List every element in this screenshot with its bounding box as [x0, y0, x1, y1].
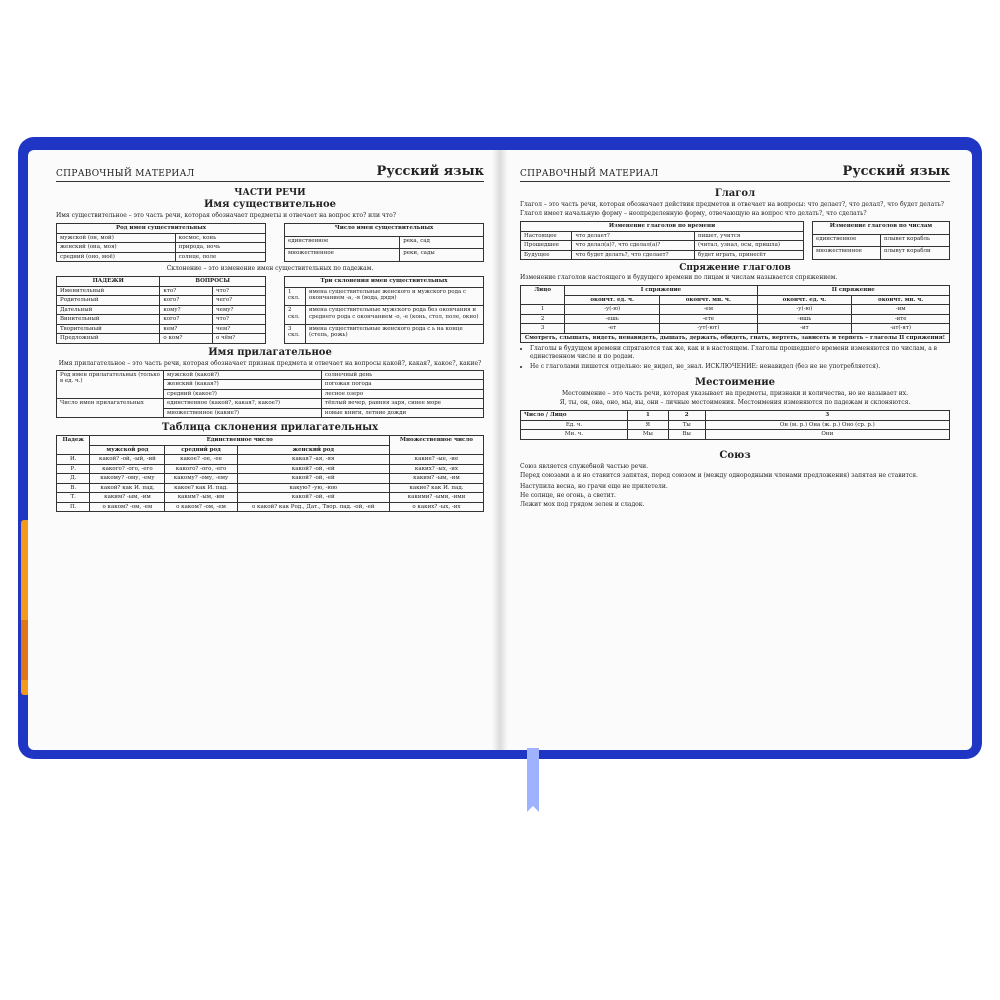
conjunction-line-1: Союз является служебной частью речи.: [520, 462, 649, 470]
table-header: мужской род: [90, 445, 165, 455]
table-header: женский род: [237, 445, 389, 455]
table-cell: -ем: [659, 305, 757, 315]
table-cell: плывет корабль: [881, 234, 950, 247]
conjugation-exceptions: Смотреть, слышать, видеть, ненавидеть, дышать, держать, обидеть, гнать, вертеть, зависеть и терпеть – глаголы II спряжения!: [521, 333, 950, 343]
table-header: Единственное число: [90, 436, 389, 446]
table-cell: -ат(-ят): [852, 324, 950, 334]
table-cell: (читал, узнал, осы, пришла): [694, 241, 803, 251]
table-cell: средний (какое?): [164, 389, 322, 399]
number-table-header: Число имен существительных: [285, 224, 484, 237]
adjective-declension-heading: Таблица склонения прилагательных: [161, 422, 379, 433]
noun-definition: Имя существительное – это часть речи, которая обозначает предметы и отвечает на вопрос кто? или что?: [56, 212, 396, 219]
table-cell: 2: [521, 314, 565, 324]
table-cell: какого? -ого, -его: [90, 464, 165, 474]
table-cell: солнце, поле: [175, 252, 265, 262]
table-cell: -ете: [659, 314, 757, 324]
table-header: II спряжение: [757, 286, 949, 296]
table-cell: -ит: [757, 324, 852, 334]
table-cell: 3 скл.: [285, 324, 306, 343]
table-header: Падеж: [57, 436, 90, 455]
table-cell: множественное (какие?): [164, 408, 322, 418]
table-cell: о каком? -ом, -ем: [90, 502, 165, 512]
table-cell: Род имен прилагательных (только в ед. ч.): [57, 370, 164, 399]
gender-table-header: Род имен существительных: [57, 224, 266, 234]
table-cell: что делал(а)?, что сделал(а)?: [572, 241, 695, 251]
subject-title: Русский язык: [376, 164, 484, 179]
table-cell: кем?: [160, 324, 213, 334]
table-cell: кого?: [160, 296, 213, 306]
table-cell: какую? -ую, -юю: [237, 483, 389, 493]
table-cell: единственное (какой?, какая?, какое?): [164, 399, 322, 409]
corner-label: Лицо: [549, 412, 567, 418]
conjunction-heading: Союз: [719, 449, 751, 461]
conjugation-table: [520, 285, 950, 343]
table-cell: о каком? -ом, -ем: [165, 502, 237, 512]
table-cell: что?: [213, 286, 266, 296]
table-cell: Р.: [57, 464, 90, 474]
table-cell: о какой? как Род., Дат., Твор. пад. -ой, -ей: [237, 502, 389, 512]
table-cell: Они: [705, 430, 949, 440]
table-cell: о ком?: [160, 334, 213, 344]
table-cell: чем?: [213, 324, 266, 334]
cases-table: [56, 276, 266, 344]
table-header: 3: [705, 411, 949, 421]
conjunction-example-1: Наступила весна, но грачи еще не прилетели.: [520, 482, 668, 490]
adjective-definition: Имя прилагательное – это часть речи, которая обозначает признак предмета и отвечает на вопросы какой?, какая?, какое?, какие?: [58, 359, 482, 367]
table-cell: -ите: [852, 314, 950, 324]
table-cell: плывут корабли: [881, 247, 950, 260]
table-cell: космос, конь: [175, 233, 265, 243]
table-header: Множественное число: [389, 436, 483, 455]
table-cell: что делает?: [572, 231, 695, 241]
verb-definition: Глагол – это часть речи, которая обозначает действия предметов и отвечает на вопросы: что делает?, что делал?, что будет делать?: [520, 201, 944, 208]
subject-title: Русский язык: [842, 164, 950, 179]
book-spine-shadow: [492, 150, 508, 750]
noun-tables-row: [56, 223, 484, 262]
right-page: [500, 150, 972, 750]
table-cell: какой? -ой, -ей: [237, 493, 389, 503]
table-header: окончт. мн. ч.: [659, 295, 757, 305]
gender-table: [56, 223, 266, 262]
table-cell: Ты: [668, 420, 705, 430]
table-cell: какой? как И. пад.: [90, 483, 165, 493]
page-header: [56, 164, 484, 182]
table-cell: пишет, учится: [694, 231, 803, 241]
table-cell: -ут(-ют): [659, 324, 757, 334]
table-cell: какого? -ого, -его: [165, 464, 237, 474]
table-cell: Т.: [57, 493, 90, 503]
table-header: Лицо: [521, 286, 565, 305]
table-cell: какой? -ой, -ый, -ий: [90, 455, 165, 465]
table-cell: тёплый вечер, ранняя заря, синее море: [321, 399, 483, 409]
table-cell: Я: [628, 420, 669, 430]
section-label: СПРАВОЧНЫЙ МАТЕРИАЛ: [520, 169, 659, 179]
table-cell: Прошедшее: [521, 241, 572, 251]
table-cell: Ед. ч.: [521, 420, 628, 430]
table-cell: погожая погода: [321, 380, 483, 390]
table-cell: Родительный: [57, 296, 160, 306]
table-cell: 2 скл.: [285, 306, 306, 325]
table-cell: Будущее: [521, 250, 572, 260]
table-cell: Винительный: [57, 315, 160, 325]
table-cell: 1: [521, 305, 565, 315]
table-cell: -ешь: [565, 314, 660, 324]
table-cell: Настоящее: [521, 231, 572, 241]
table-cell: о чём?: [213, 334, 266, 344]
verb-tables-row: [520, 221, 950, 260]
pronoun-table: [520, 410, 950, 440]
corner-label: Число: [524, 412, 544, 418]
table-cell: имена существительные женского и мужского рода с окончанием -а, -я (вода, дядя): [305, 287, 483, 306]
table-cell: 3: [521, 324, 565, 334]
conjunction-example-2: Не солнце, не огонь, а светит.: [520, 491, 616, 499]
table-header: Три склонения имен существительных: [285, 277, 484, 288]
table-cell: -ишь: [757, 314, 852, 324]
pronoun-definition: Местоимение – это часть речи, которая указывает на предметы, признаки и количества, но не называет их.: [561, 390, 909, 397]
table-cell: И.: [57, 455, 90, 465]
section-label: СПРАВОЧНЫЙ МАТЕРИАЛ: [56, 169, 195, 179]
table-header: Изменение глаголов по числам: [813, 222, 950, 235]
table-cell: лесное озеро: [321, 389, 483, 399]
adjective-declension-table: [56, 435, 484, 512]
conjunction-example-3: Лежит мох под грядом зелен и сладок.: [520, 500, 645, 508]
table-cell: имена существительные мужского рода без окончания и среднего рода с окончанием -о, -е (конь, стол, поле, окно): [305, 306, 483, 325]
table-cell: кто?: [160, 286, 213, 296]
table-cell: какому? -ому, -ему: [165, 474, 237, 484]
bookmark-ribbon[interactable]: [527, 748, 539, 806]
table-cell: реки, сады: [400, 249, 484, 262]
table-cell: Именительный: [57, 286, 160, 296]
table-cell: Мы: [628, 430, 669, 440]
page-title: ЧАСТИ РЕЧИ: [234, 188, 306, 198]
table-cell: П.: [57, 502, 90, 512]
table-header: ПАДЕЖИ: [57, 277, 160, 287]
table-cell: какой? -ой, -ей: [237, 464, 389, 474]
table-cell: каким? -ым, -им: [90, 493, 165, 503]
table-cell: какому? -ому, -ему: [90, 474, 165, 484]
table-cell: новые книги, летние дожди: [321, 408, 483, 418]
declension-note: Склонение – это изменение имен существительных по падежам.: [166, 265, 374, 272]
verb-time-table: [520, 221, 804, 260]
table-cell: Число имен прилагательных: [57, 399, 164, 418]
number-table: [284, 223, 484, 262]
cases-row: [56, 276, 484, 344]
pronoun-heading: Местоимение: [695, 377, 775, 388]
table-cell: чего?: [213, 296, 266, 306]
table-cell: средний (оно, моё): [57, 252, 176, 262]
table-cell: что?: [213, 315, 266, 325]
table-cell: Вы: [668, 430, 705, 440]
left-page: [28, 150, 500, 750]
list-item: • Не с глаголами пишется отдельно: не_видел, не_знал. ИСКЛЮЧЕНИЕ: ненавидел (без не не употребляется).: [530, 363, 950, 371]
conjunction-line-2: Перед союзами а и но ставится запятая, перед союзом и (между однородными членами предложения) запятая не ставится.: [520, 471, 918, 479]
adjective-heading: Имя прилагательное: [208, 346, 332, 358]
table-cell: 1 скл.: [285, 287, 306, 306]
table-cell: кого?: [160, 315, 213, 325]
verb-notes-list: [520, 345, 950, 371]
table-cell: единственное: [285, 236, 400, 249]
table-cell: Дательный: [57, 305, 160, 315]
page-header: [520, 164, 950, 182]
table-header: средний род: [165, 445, 237, 455]
table-cell: какой? -ой, -ей: [237, 474, 389, 484]
table-cell: что будет делать?, что сделает?: [572, 250, 695, 260]
table-cell: -у(-ю): [565, 305, 660, 315]
table-header: Изменение глаголов по времени: [521, 222, 804, 232]
table-cell: множественное: [813, 247, 881, 260]
table-cell: чему?: [213, 305, 266, 315]
table-cell: солнечный день: [321, 370, 483, 380]
table-cell: каким? -ым, -им: [389, 474, 483, 484]
table-cell: природа, ночь: [175, 243, 265, 253]
table-cell: каких? -ых, -их: [389, 464, 483, 474]
verb-initial-form: Глагол имеет начальную форму – неопределенную форму, отвечающую на вопрос что делать?, что сделать?: [520, 210, 867, 217]
table-cell: Творительный: [57, 324, 160, 334]
table-cell: женский (она, моя): [57, 243, 176, 253]
table-header: I спряжение: [565, 286, 757, 296]
table-cell: какое? как И. пад.: [165, 483, 237, 493]
table-cell: -у(-ю): [757, 305, 852, 315]
table-cell: мужской (какой?): [164, 370, 322, 380]
table-header: 1: [628, 411, 669, 421]
table-cell: мужской (он, мой): [57, 233, 176, 243]
list-item: • Глаголы в будущем времени спрягаются так же, как и в настоящем. Глаголы прошедшего времени изменяются по числам, а в единственном числе и по родам.: [530, 345, 950, 361]
pronoun-personal: Я, ты, он, она, оно, мы, вы, они – личные местоимения. Местоимения изменяются по падежам и склоняются.: [559, 399, 911, 406]
table-header: окончт. мн. ч.: [852, 295, 950, 305]
table-header: окончт. ед. ч.: [565, 295, 660, 305]
table-cell: какие? как И. пад.: [389, 483, 483, 493]
conjugation-heading: Спряжение глаголов: [679, 263, 791, 273]
table-cell: имена существительные женского рода с ь на конце (степь, рожь): [305, 324, 483, 343]
table-cell: какая? -ая, -яя: [237, 455, 389, 465]
table-cell: женский (какая?): [164, 380, 322, 390]
table-cell: единственное: [813, 234, 881, 247]
table-cell: В.: [57, 483, 90, 493]
table-cell: Д.: [57, 474, 90, 484]
table-cell: -им: [852, 305, 950, 315]
adjective-gender-number-table: [56, 370, 484, 419]
verb-heading: Глагол: [714, 188, 756, 199]
table-cell: будет играть, принесёт: [694, 250, 803, 260]
table-cell: какими? -ыми, -ими: [389, 493, 483, 503]
table-cell: река, сад: [400, 236, 484, 249]
table-cell: Он (м. р.) Она (ж. р.) Оно (ср. р.): [705, 420, 949, 430]
table-cell: множественное: [285, 249, 400, 262]
noun-heading: Имя существительное: [203, 199, 337, 210]
verb-number-table: [812, 221, 950, 260]
table-cell: каким? -ым, -им: [165, 493, 237, 503]
table-cell: -ет: [565, 324, 660, 334]
table-header: окончт. ед. ч.: [757, 295, 852, 305]
table-header: ВОПРОСЫ: [160, 277, 266, 287]
table-cell: Мн. ч.: [521, 430, 628, 440]
table-cell: кому?: [160, 305, 213, 315]
table-header: 2: [668, 411, 705, 421]
conjugation-note: Изменение глаголов настоящего и будущего времени по лицам и числам называется спряжением.: [520, 274, 838, 281]
table-cell: Предложный: [57, 334, 160, 344]
table-cell: какие? -ые, -ие: [389, 455, 483, 465]
table-cell: о каких? -ых, -их: [389, 502, 483, 512]
table-header: Число / Лицо: [521, 411, 628, 421]
table-cell: какое? -ое, -ее: [165, 455, 237, 465]
three-declensions-table: [284, 276, 484, 344]
